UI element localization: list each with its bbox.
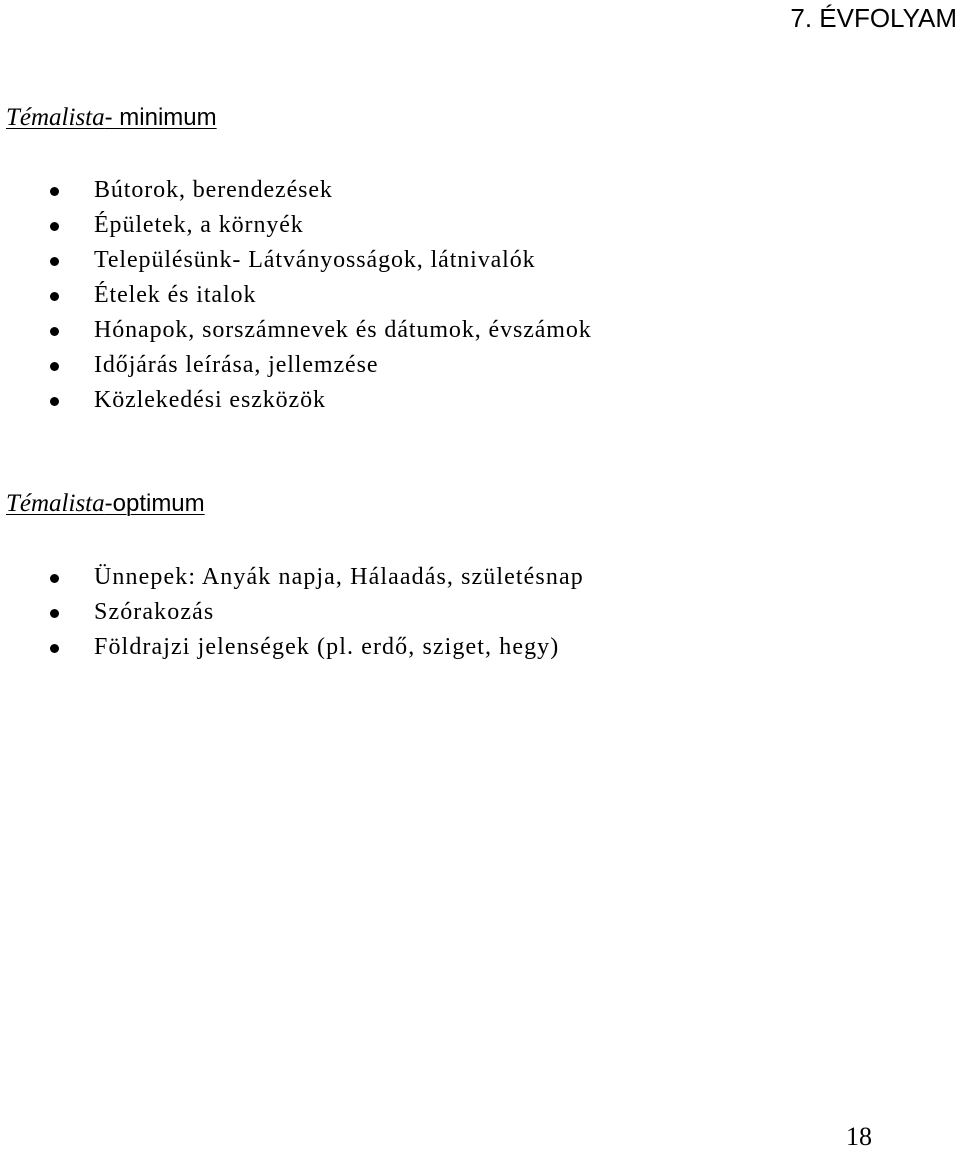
bullet-icon [50, 644, 59, 653]
heading-suffix: -optimum [104, 490, 205, 517]
heading-italic-part: Témalista [6, 104, 105, 131]
topic-text: Hónapok, sorszámnevek és dátumok, évszámok [94, 317, 592, 343]
topic-text: Településünk- Látványosságok, látnivalók [94, 247, 536, 273]
topic-text: Földrajzi jelenségek (pl. erdő, sziget, hegy) [94, 634, 560, 660]
topic-text: Ételek és italok [94, 282, 257, 308]
bullet-icon [50, 222, 59, 231]
bullet-icon [50, 292, 59, 301]
minimum-topic-list-heading [6, 104, 217, 132]
bullet-icon [50, 187, 59, 196]
bullet-icon [50, 327, 59, 336]
list-item [0, 560, 940, 595]
list-item [0, 278, 940, 313]
grade-header: 7. ÉVFOLYAM [790, 3, 957, 33]
list-item [0, 348, 940, 383]
bullet-icon [50, 609, 59, 618]
heading-italic-part: Témalista [6, 490, 105, 517]
bullet-icon [50, 397, 59, 406]
topic-text: Szórakozás [94, 599, 215, 625]
minimum-topic-list [0, 173, 940, 418]
heading-suffix: - minimum [104, 104, 217, 131]
bullet-icon [50, 257, 59, 266]
bullet-icon [50, 574, 59, 583]
list-item [0, 630, 940, 665]
list-item [0, 383, 940, 418]
topic-text: Bútorok, berendezések [94, 177, 333, 203]
topic-text: Közlekedési eszközök [94, 387, 326, 413]
page-number: 18 [846, 1122, 872, 1151]
list-item [0, 173, 940, 208]
optimum-topic-list-heading [6, 490, 205, 518]
list-item [0, 208, 940, 243]
topic-text: Ünnepek: Anyák napja, Hálaadás, születésnap [94, 564, 584, 590]
optimum-topic-list [0, 560, 940, 665]
bullet-icon [50, 362, 59, 371]
list-item [0, 595, 940, 630]
list-item [0, 313, 940, 348]
topic-text: Időjárás leírása, jellemzése [94, 352, 379, 378]
topic-text: Épületek, a környék [94, 212, 304, 238]
list-item [0, 243, 940, 278]
